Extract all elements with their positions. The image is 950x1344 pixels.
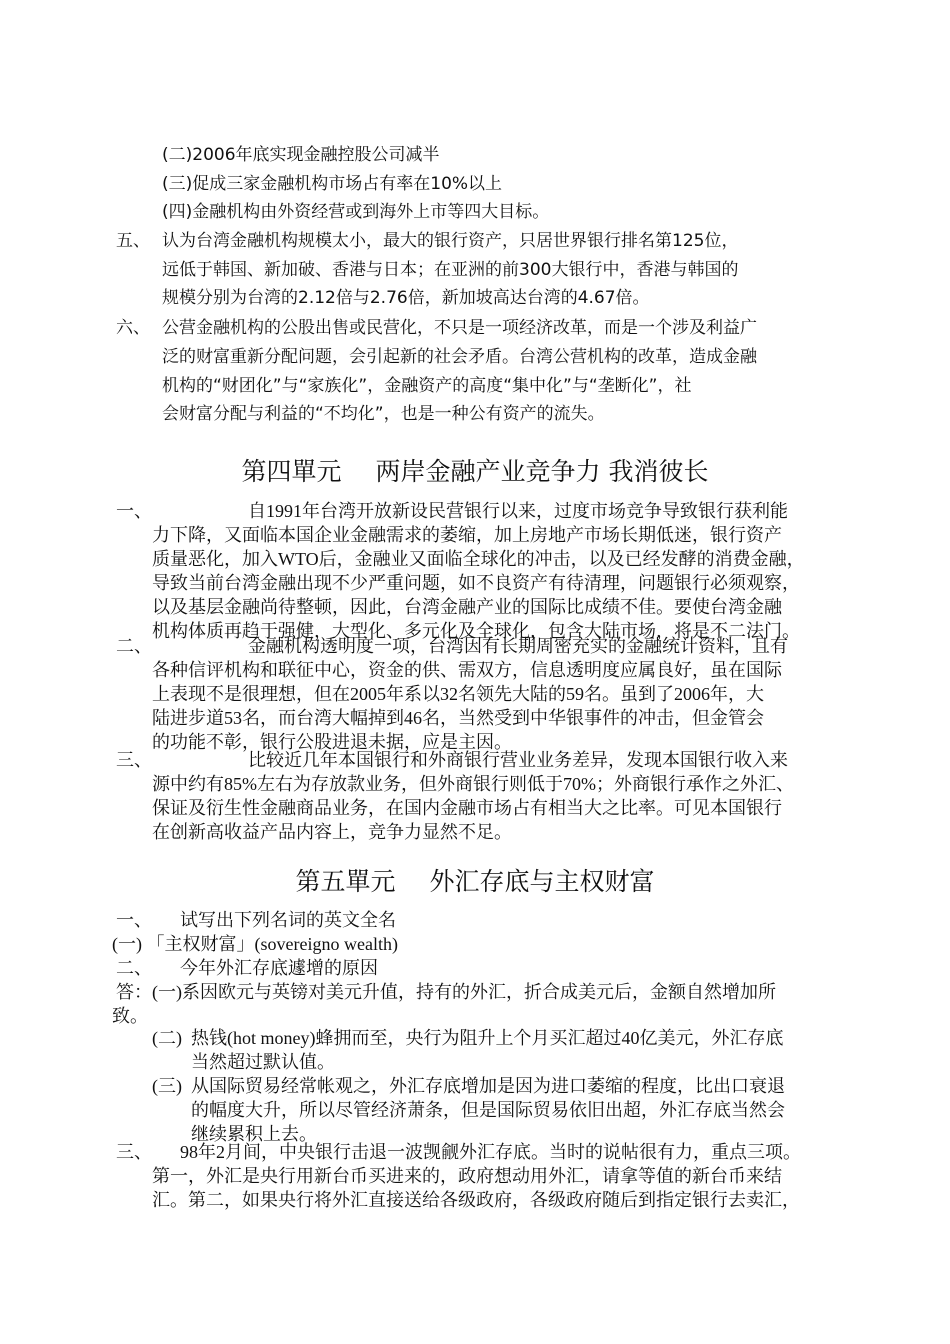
unit-5-label: 第五單元 bbox=[295, 867, 396, 896]
unit-4-item-2-line: 的功能不彰，银行公股进退未据，应是主因。 bbox=[152, 732, 512, 752]
sub-item-3: (三)促成三家金融机构市场占有率在10%以上 bbox=[162, 174, 503, 194]
unit-5-answer-3-number: (三) bbox=[152, 1076, 182, 1096]
unit-5-q3-number: 三、 bbox=[116, 1142, 152, 1162]
unit-5-answer-line: 答：(一)系因欧元与英镑对美元升值，持有的外汇，折合成美元后，金额自然增加所 bbox=[116, 982, 776, 1002]
unit-4-item-2-line: 金融机构透明度一项，台湾因有长期周密充实的金融统计资料，且有 bbox=[248, 636, 788, 656]
unit-5-answer-2-line: 热钱(hot money)蜂拥而至，央行为阻升上个月买汇超过40亿美元，外汇存底 bbox=[191, 1028, 784, 1048]
unit-5-q1-sub: (一) 「主权财富」(sovereigno wealth) bbox=[112, 934, 398, 954]
unit-4-item-3-line: 源中约有85%左右为存放款业务，但外商银行则低于70%；外商银行承作之外汇、 bbox=[152, 774, 794, 794]
item-6-line: 机构的“财团化”与“家族化”，金融资产的高度“集中化”与“垄断化”，社 bbox=[162, 376, 692, 396]
unit-5-q2-number: 二、 bbox=[116, 958, 152, 978]
item-5-number: 五、 bbox=[116, 231, 150, 251]
unit-4-item-1-number: 一、 bbox=[116, 501, 152, 521]
unit-4-item-3-line: 在创新高收益产品内容上，竞争力显然不足。 bbox=[152, 822, 512, 842]
unit-4-title: 两岸金融产业竞争力 我消彼长 bbox=[375, 457, 709, 486]
unit-5-q3-line: 第一，外汇是央行用新台币买进来的，政府想动用外汇，请拿等值的新台币来结 bbox=[152, 1166, 782, 1186]
unit-4-item-1-line: 力下降，又面临本国企业金融需求的萎缩，加上房地产市场长期低迷，银行资产 bbox=[152, 525, 782, 545]
sub-item-4: (四)金融机构由外资经营或到海外上市等四大目标。 bbox=[162, 202, 550, 222]
unit-5-q1-number: 一、 bbox=[116, 910, 152, 930]
item-6-line: 会财富分配与利益的“不均化”，也是一种公有资产的流失。 bbox=[162, 404, 605, 424]
item-6-number: 六、 bbox=[116, 318, 150, 338]
unit-4-item-3-line: 比较近几年本国银行和外商银行营业业务差异，发现本国银行收入来 bbox=[248, 750, 788, 770]
unit-5-answer-2-number: (二) bbox=[152, 1028, 182, 1048]
unit-4-item-1-line: 自1991年台湾开放新设民营银行以来，过度市场竞争导致银行获利能 bbox=[248, 501, 788, 521]
item-5-line: 认为台湾金融机构规模太小，最大的银行资产，只居世界银行排名第125位， bbox=[162, 231, 739, 251]
unit-4-item-1-line: 机构体质再趋于强健，大型化、多元化及全球化，包含大陆市场，将是不二法门。 bbox=[152, 621, 800, 641]
unit-4-item-2-line: 上表现不是很理想，但在2005年系以32名领先大陆的59名。虽到了2006年，大 bbox=[152, 684, 764, 704]
unit-4-item-3-line: 保证及衍生性金融商品业务，在国内金融市场占有相当大之比率。可见本国银行 bbox=[152, 798, 782, 818]
item-5-line: 规模分别为台湾的2.12倍与2.76倍，新加坡高达台湾的4.67倍。 bbox=[162, 288, 650, 308]
unit-5-q1-text: 试写出下列名词的英文全名 bbox=[180, 910, 396, 930]
item-6-line: 泛的财富重新分配问题，会引起新的社会矛盾。台湾公营机构的改革，造成金融 bbox=[162, 347, 757, 367]
unit-5-answer-3-line: 继续累积上去。 bbox=[191, 1124, 317, 1144]
unit-4-item-1-line: 以及基层金融尚待整顿，因此，台湾金融产业的国际比成绩不佳。要使台湾金融 bbox=[152, 597, 782, 617]
unit-4-item-1-line: 质量恶化，加入WTO后，金融业又面临全球化的冲击，以及已经发酵的消费金融， bbox=[152, 549, 805, 569]
unit-5-answer-3-line: 的幅度大升，所以尽管经济萧条，但是国际贸易依旧出超，外汇存底当然会 bbox=[191, 1100, 785, 1120]
unit-5-q3-line: 98年2月间，中央银行击退一波觊觎外汇存底。当时的说帖很有力，重点三项。 bbox=[180, 1142, 801, 1162]
unit-5-q3-line: 汇。第二，如果央行将外汇直接送给各级政府，各级政府随后到指定银行去卖汇， bbox=[152, 1190, 800, 1210]
unit-4-heading bbox=[0, 452, 950, 488]
unit-5-q2-text: 今年外汇存底遽增的原因 bbox=[180, 958, 378, 978]
unit-5-answer-line: 致。 bbox=[112, 1006, 148, 1026]
item-5-line: 远低于韩国、新加破、香港与日本；在亚洲的前300大银行中，香港与韩国的 bbox=[162, 260, 739, 280]
unit-4-item-2-number: 二、 bbox=[116, 636, 152, 656]
unit-5-answer-3-line: 从国际贸易经常帐观之，外汇存底增加是因为进口萎缩的程度，比出口衰退 bbox=[191, 1076, 785, 1096]
unit-4-item-2-line: 各种信评机构和联征中心，资金的供、需双方，信息透明度应属良好，虽在国际 bbox=[152, 660, 782, 680]
unit-4-item-3-number: 三、 bbox=[116, 750, 152, 770]
unit-5-title: 外汇存底与主权财富 bbox=[429, 867, 655, 896]
unit-4-item-2-line: 陆进步道53名，而台湾大幅掉到46名，当然受到中华银事件的冲击，但金管会 bbox=[152, 708, 764, 728]
unit-5-answer-2-line: 当然超过默认值。 bbox=[191, 1052, 335, 1072]
unit-4-item-1-line: 导致当前台湾金融出现不少严重问题，如不良资产有待清理，问题银行必须观察， bbox=[152, 573, 800, 593]
unit-5-heading bbox=[0, 862, 950, 898]
sub-item-2: (二)2006年底实现金融控股公司减半 bbox=[162, 145, 440, 165]
unit-4-label: 第四單元 bbox=[241, 457, 342, 486]
item-6-line: 公营金融机构的公股出售或民营化，不只是一项经济改革，而是一个涉及利益广 bbox=[162, 318, 757, 338]
